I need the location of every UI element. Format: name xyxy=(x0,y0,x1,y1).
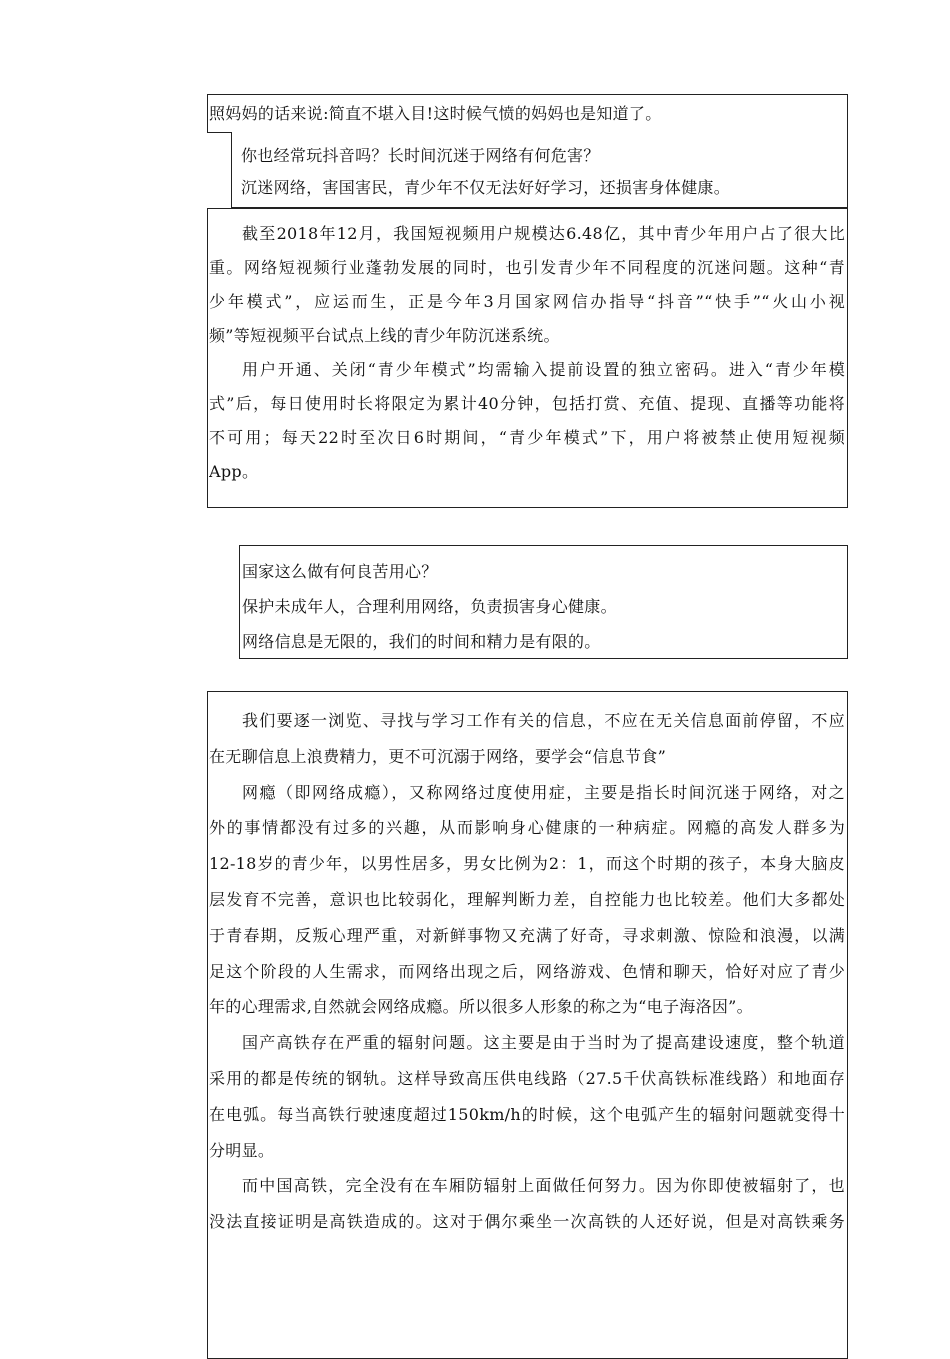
text-line: 网络信息是无限的，我们的时间和精力是有限的。 xyxy=(242,632,601,651)
paragraph-start-line: 截至2018年12月，我国短视频用户规模达6.48亿，其中青少年用户占了很大比 xyxy=(242,224,845,243)
text-box-internet-addiction xyxy=(207,691,848,1359)
text-line: 沉迷网络，害国害民，青少年不仅无法好好学习，还损害身体健康。 xyxy=(241,178,731,197)
text-box-douyin-question xyxy=(231,132,848,208)
text-line: 分明显。 xyxy=(209,1140,275,1160)
paragraph-start-line: 而中国高铁，完全没有在车厢防辐射上面做任何努力。因为你即使被辐射了，也 xyxy=(242,1176,845,1196)
text-line: 国家这么做有何良苦用心？ xyxy=(242,562,438,581)
text-line: 你也经常玩抖音吗？长时间沉迷于网络有何危害？ xyxy=(241,146,600,165)
text-line: 外的事情都没有过多的兴趣，从而影响身心健康的一种病症。网瘾的高发人群多为 xyxy=(209,818,845,838)
text-line: 足这个阶段的人生需求，而网络出现之后，网络游戏、色情和聊天，恰好对应了青少 xyxy=(209,961,845,981)
text-box-youth-mode xyxy=(207,208,848,508)
text-line: 重。网络短视频行业蓬勃发展的同时，也引发青少年不同程度的沉迷问题。这种“青 xyxy=(209,258,845,277)
text-line: 式”后，每日使用时长将限定为累计40分钟，包括打赏、充值、提现、直播等功能将 xyxy=(209,394,845,413)
text-box-state-intent xyxy=(239,545,848,659)
text-line: App。 xyxy=(209,462,259,481)
text-line: 保护未成年人，合理利用网络，负责损害身心健康。 xyxy=(242,597,617,616)
text-line: 年的心理需求,自然就会网络成瘾。所以很多人形象的称之为“电子海洛因”。 xyxy=(209,997,753,1017)
text-box-mom-quote xyxy=(207,94,848,133)
text-line: 不可用；每天22时至次日6时期间，“青少年模式”下，用户将被禁止使用短视频 xyxy=(209,428,845,447)
paragraph-start-line: 我们要逐一浏览、寻找与学习工作有关的信息，不应在无关信息面前停留，不应 xyxy=(242,711,845,730)
text-line: 于青春期，反叛心理严重，对新鲜事物又充满了好奇，寻求刺激、惊险和浪漫，以满 xyxy=(209,925,845,945)
paragraph-start-line: 国产高铁存在严重的辐射问题。这主要是由于当时为了提高建设速度，整个轨道 xyxy=(242,1033,845,1053)
text-line: 在无聊信息上浪费精力，更不可沉溺于网络，要学会“信息节食” xyxy=(209,746,667,766)
text-line: 采用的都是传统的钢轨。这样导致高压供电线路（27.5千伏高铁标准线路）和地面存 xyxy=(209,1068,845,1088)
paragraph-start-line: 用户开通、关闭“青少年模式”均需输入提前设置的独立密码。进入“青少年模 xyxy=(242,360,845,379)
paragraph-start-line: 网瘾（即网络成瘾），又称网络过度使用症，主要是指长时间沉迷于网络，对之 xyxy=(242,782,845,802)
text-line: 频”等短视频平台试点上线的青少年防沉迷系统。 xyxy=(209,326,560,345)
text-line: 少年模式”，应运而生，正是今年3月国家网信办指导“抖音”“快手”“火山小视 xyxy=(209,292,845,311)
text-line: 层发育不完善，意识也比较弱化，理解判断力差，自控能力也比较差。他们大多都处 xyxy=(209,889,845,909)
text-line: 照妈妈的话来说:简直不堪入目!这时候气愤的妈妈也是知道了。 xyxy=(209,104,662,123)
text-line: 没法直接证明是高铁造成的。这对于偶尔乘坐一次高铁的人还好说，但是对高铁乘务 xyxy=(209,1212,845,1232)
text-line: 在电弧。每当高铁行驶速度超过150km/h的时候，这个电弧产生的辐射问题就变得十 xyxy=(209,1104,845,1124)
text-line: 12-18岁的青少年，以男性居多，男女比例为2：1，而这个时期的孩子，本身大脑皮 xyxy=(209,854,845,874)
